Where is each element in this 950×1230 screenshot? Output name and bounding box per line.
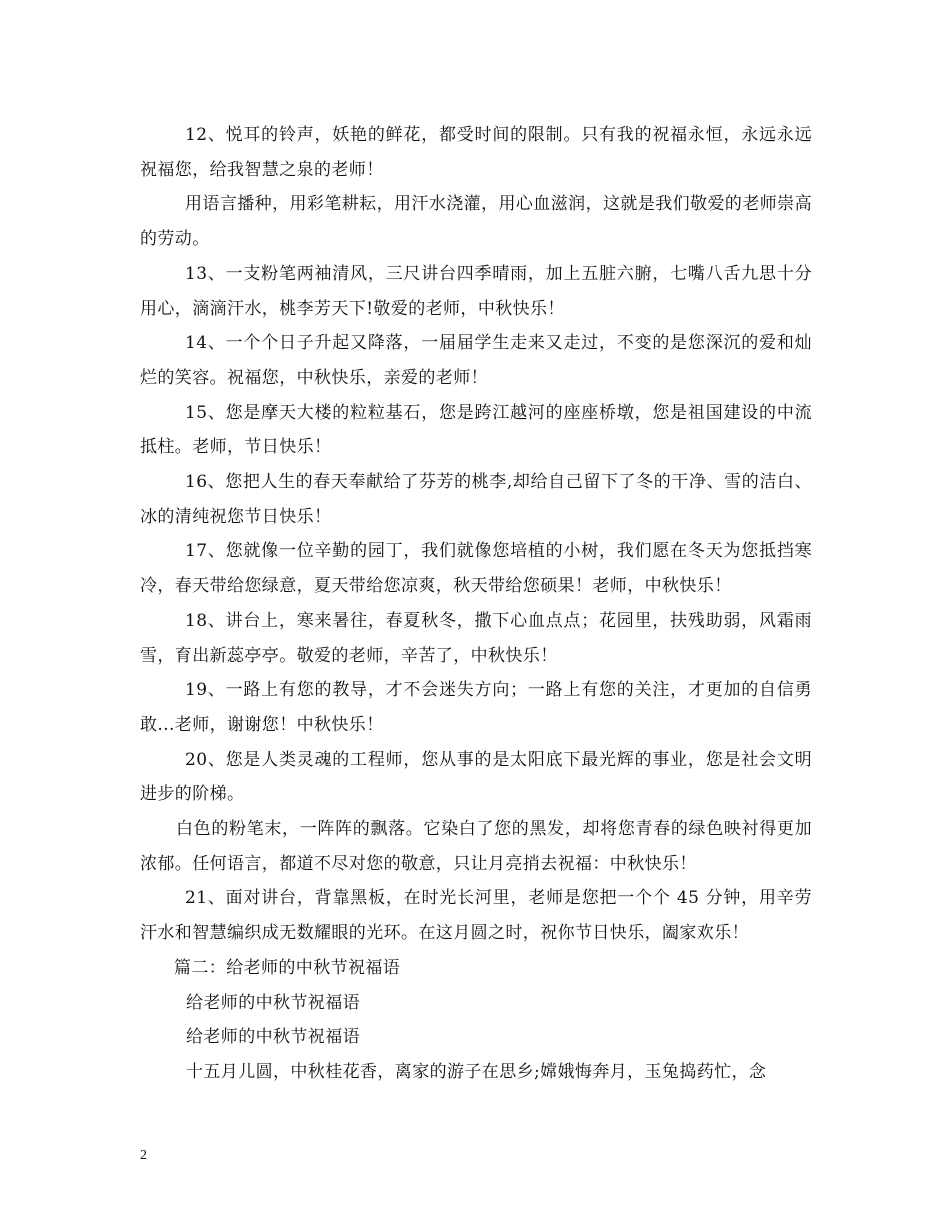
- paragraph-14: 14、一个个日子升起又降落，一届届学生走来又走过，不变的是您深沉的爱和灿烂的笑容。祝福您，中秋快乐，亲爱的老师！: [140, 333, 812, 388]
- paragraph-21: 21、面对讲台，背靠黑板，在时光长河里，老师是您把一个个 45 分钟，用辛劳汗水和智慧编织成无数耀眼的光环。在这月圆之时，祝你节日快乐，阖家欢乐！: [140, 888, 812, 944]
- paragraph-19: 19、一路上有您的教导，才不会迷失方向；一路上有您的关注，才更加的自信勇敢...老师，谢谢您！中秋快乐！: [140, 680, 812, 735]
- paragraph-sowing: 用语言播种，用彩笔耕耘，用汗水浇灌，用心血滋润，这就是我们敬爱的老师崇高的劳动。: [140, 194, 812, 250]
- document-body: [140, 118, 812, 1090]
- page-number: 2: [140, 1148, 147, 1163]
- paragraph-mid-autumn: 十五月儿圆，中秋桂花香，离家的游子在思乡;嫦娥悔奔月，玉兔捣药忙，念: [186, 1061, 767, 1082]
- paragraph-15: 15、您是摩天大楼的粒粒基石，您是跨江越河的座座桥墩，您是祖国建设的中流抵柱。老师，节日快乐！: [140, 402, 812, 458]
- paragraph-13: 13、一支粉笔两袖清风，三尺讲台四季晴雨，加上五脏六腑，七嘴八舌九思十分用心，滴滴汗水，桃李芳天下!敬爱的老师，中秋快乐！: [140, 263, 812, 319]
- paragraph-17: 17、您就像一位辛勤的园丁，我们就像您培植的小树，我们愿在冬天为您抵挡寒冷，春天带给您绿意，夏天带给您凉爽，秋天带给您硕果！老师，中秋快乐！: [140, 541, 812, 597]
- subtitle-line-1: 给老师的中秋节祝福语: [186, 992, 360, 1013]
- section-heading: 篇二：给老师的中秋节祝福语: [174, 957, 401, 978]
- paragraph-20: 20、您是人类灵魂的工程师，您从事的是太阳底下最光辉的事业，您是社会文明进步的阶梯。: [140, 749, 812, 805]
- paragraph-12: 12、悦耳的铃声，妖艳的鲜花，都受时间的限制。只有我的祝福永恒，永远永远祝福您，给我智慧之泉的老师！: [140, 125, 812, 180]
- paragraph-18: 18、讲台上，寒来暑往，春夏秋冬，撒下心血点点；花园里，扶残助弱，风霜雨雪，育出新蕊亭亭。敬爱的老师，辛苦了，中秋快乐！: [140, 610, 812, 666]
- paragraph-chalk-dust: 白色的粉笔末，一阵阵的飘落。它染白了您的黑发，却将您青春的绿色映衬得更加浓郁。任何语言，都道不尽对您的敬意，只让月亮捎去祝福：中秋快乐！: [140, 819, 812, 874]
- paragraph-16: 16、您把人生的春天奉献给了芬芳的桃李,却给自己留下了冬的干净、雪的洁白、冰的清纯祝您节日快乐！: [140, 472, 812, 527]
- subtitle-line-2: 给老师的中秋节祝福语: [186, 1027, 360, 1048]
